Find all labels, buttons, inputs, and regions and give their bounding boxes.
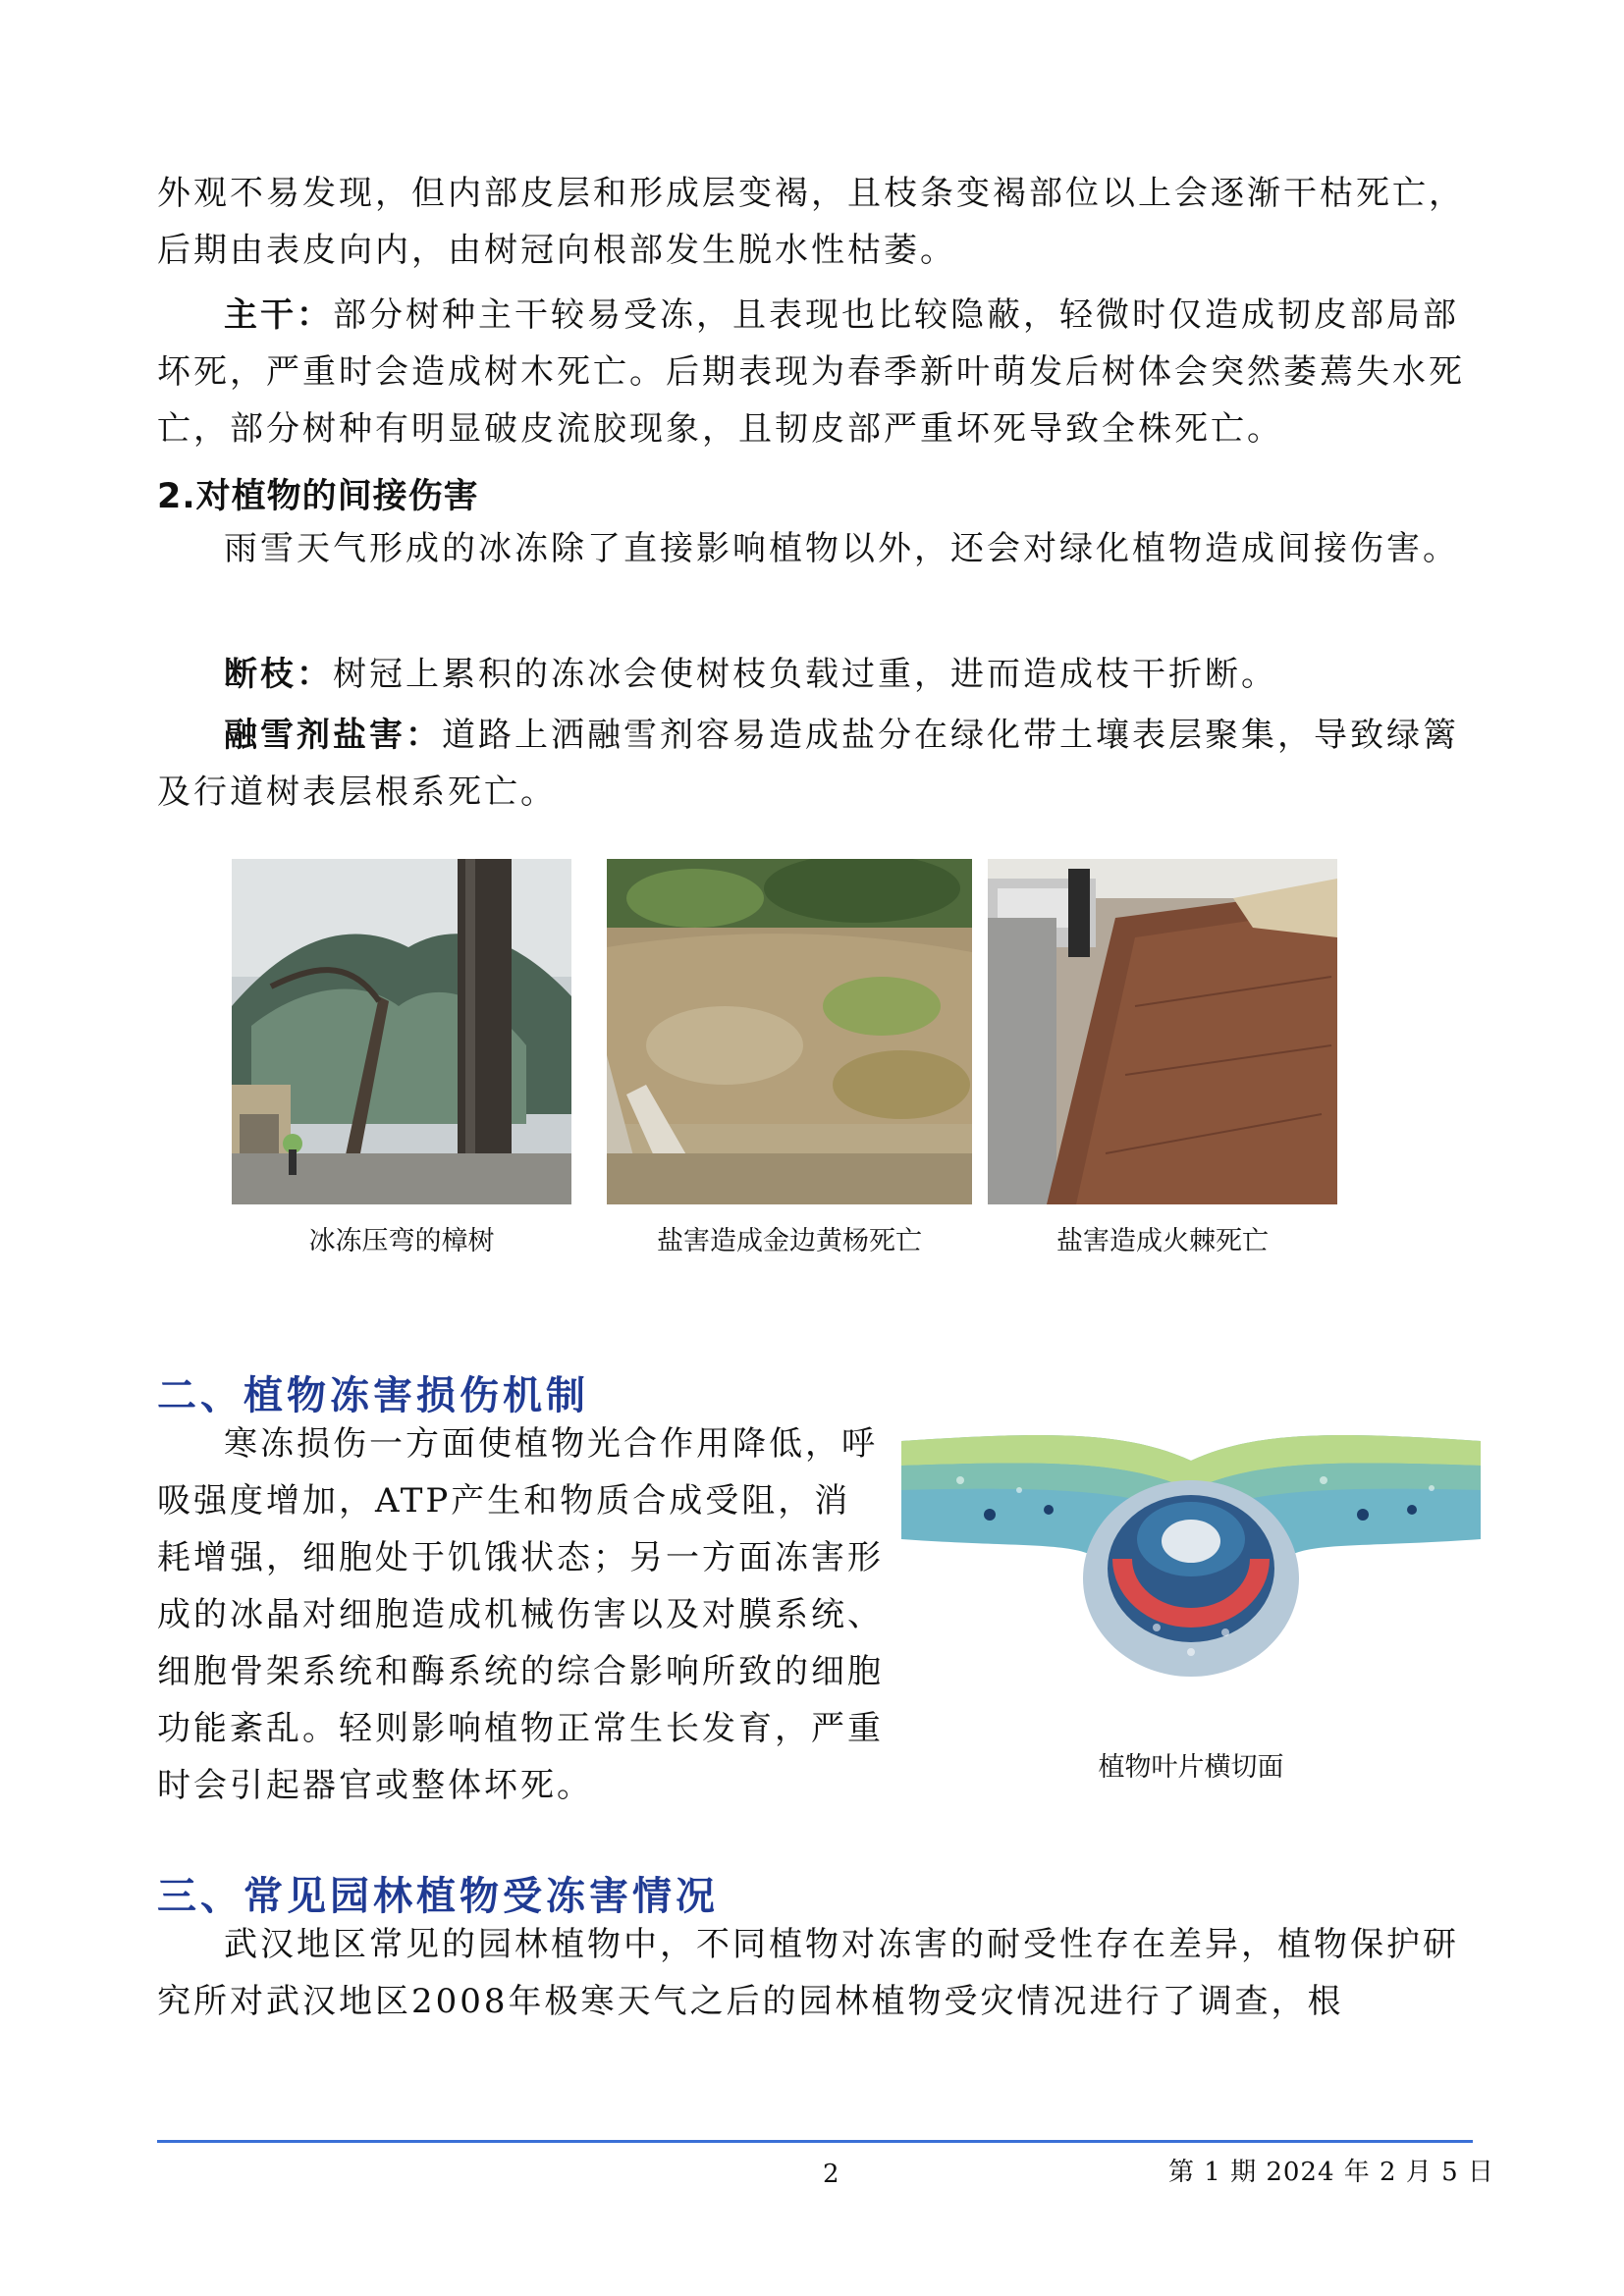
paragraph-salt-damage (157, 707, 1473, 821)
paragraph-trunk (157, 287, 1473, 457)
paragraph-dieback: 外观不易发现，但内部皮层和形成层变褐，且枝条变褐部位以上会逐渐干枯死亡，后期由表皮向内，由树冠向根部发生脱水性枯萎。 (157, 174, 1465, 270)
caption-salt-damage-euonymus: 盐害造成金边黄杨死亡 (657, 1226, 922, 1256)
footer-rule (157, 2140, 1473, 2143)
label-trunk: 主干： (224, 295, 333, 335)
label-salt-damage: 融雪剂盐害： (224, 716, 442, 755)
photo-ice-bent-camphor (232, 859, 571, 1204)
caption-ice-bent-camphor: 冰冻压弯的樟树 (308, 1226, 495, 1256)
paragraph-indirect: 雨雪天气形成的冰冻除了直接影响植物以外，还会对绿化植物造成间接伤害。 (224, 529, 1459, 568)
text-salt-damage: 道路上洒融雪剂容易造成盐分在绿化带土壤表层聚集，导致绿篱及行道树表层根系死亡。 (157, 716, 1459, 812)
paragraph-frost-mechanism: 寒冻损伤一方面使植物光合作用降低，呼吸强度增加，ATP产生和物质合成受阻，消耗增强，细胞处于饥饿状态；另一方面冻害形成的冰晶对细胞造成机械伤害以及对膜系统、细胞骨架系统和酶系统的综合影响所致的细胞功能紊乱。轻则影响植物正常生长发育，严重时会引起器官或整体坏死。 (157, 1424, 884, 1805)
label-broken-branch: 断枝： (224, 655, 333, 694)
paragraph-garden-plants: 武汉地区常见的园林植物中，不同植物对冻害的耐受性存在差异，植物保护研究所对武汉地区2008年极寒天气之后的园林植物受灾情况进行了调查，根 (157, 1925, 1459, 2021)
section-heading-garden-plants: 三、常见园林植物受冻害情况 (157, 1874, 719, 1919)
caption-leaf-cross-section: 植物叶片横切面 (1098, 1752, 1284, 1783)
photo-leaf-cross-section (901, 1421, 1481, 1712)
photo-salt-damage-euonymus (607, 859, 972, 1204)
text-broken-branch: 树冠上累积的冻冰会使树枝负载过重，进而造成枝干折断。 (333, 655, 1277, 694)
paragraph-broken-branch (157, 646, 1473, 703)
photo-salt-damage-firethorn (988, 859, 1337, 1204)
subheading-indirect-damage: 2.对植物的间接伤害 (157, 477, 479, 516)
issue-date: 第 1 期 2024 年 2 月 5 日 (1168, 2158, 1494, 2187)
text-trunk: 部分树种主干较易受冻，且表现也比较隐蔽，轻微时仅造成韧皮部局部坏死，严重时会造成树木死亡。后期表现为春季新叶萌发后树体会突然萎蔫失水死亡，部分树种有明显破皮流胶现象，且韧皮部严重坏死导致全株死亡。 (157, 295, 1465, 449)
section-heading-frost-mechanism: 二、植物冻害损伤机制 (157, 1373, 589, 1418)
page-number: 2 (823, 2160, 839, 2189)
caption-salt-damage-firethorn: 盐害造成火棘死亡 (1056, 1226, 1269, 1256)
